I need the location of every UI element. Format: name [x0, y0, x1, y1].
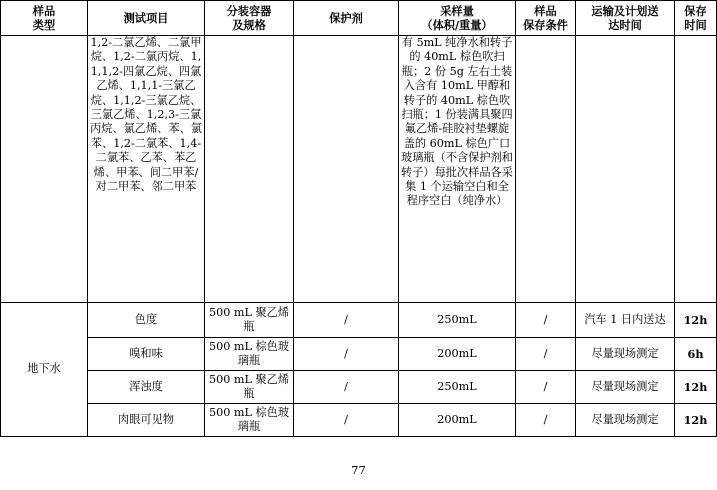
cell-amount: 250mL: [399, 371, 516, 404]
cell-empty: [294, 36, 399, 303]
cell-empty: [1, 36, 88, 303]
header-transport-time: [576, 1, 675, 36]
cell-item: 肉眼可见物: [88, 404, 205, 437]
cell-preservative: /: [294, 303, 399, 338]
cell-item: 嗅和味: [88, 338, 205, 371]
table-row: [1, 303, 717, 338]
cell-preservative: /: [294, 371, 399, 404]
cell-item: 色度: [88, 303, 205, 338]
cell-item: 浑浊度: [88, 371, 205, 404]
cell-transport: 汽车 1 日内送达: [576, 303, 675, 338]
cell-transport: 尽量现场测定: [576, 404, 675, 437]
cell-storage: /: [516, 338, 576, 371]
cell-storage: /: [516, 303, 576, 338]
cell-container: 500 mL 聚乙烯瓶: [205, 303, 294, 338]
cell-storage: /: [516, 371, 576, 404]
header-text: 样品 保存条件: [523, 3, 568, 32]
table-row: [1, 338, 717, 371]
cell-storage: /: [516, 404, 576, 437]
cell-sampling-amount-vocs: 有 5mL 纯净水和转子的 40mL 棕色吹扫瓶；2 份 5g 左右土装入含有 10mL 甲醇和转子的 40mL 棕色吹扫瓶；1 份装满具聚四氟乙烯-硅胶衬垫螺旋盖的 60mL 棕色广口玻璃瓶（不含保护剂和转子）每批次样品各采集 1 个运输空白和全程序空白（纯净水）: [399, 36, 516, 303]
table-row: [1, 404, 717, 437]
cell-container: 500 mL 棕色玻璃瓶: [205, 404, 294, 437]
cell-preservative: /: [294, 338, 399, 371]
header-text: 样品 类型: [32, 3, 56, 32]
cell-container: 500 mL 聚乙烯瓶: [205, 371, 294, 404]
header-row: [1, 1, 717, 36]
cell-empty: [576, 36, 675, 303]
page-number: 77: [351, 463, 366, 477]
cell-amount: 250mL: [399, 303, 516, 338]
cell-container: 500 mL 棕色玻璃瓶: [205, 338, 294, 371]
header-sampling-amount: [399, 1, 516, 36]
header-text: 运输及计划送 达时间: [591, 3, 659, 32]
cell-time: 6h: [675, 338, 717, 371]
cell-amount: 200mL: [399, 338, 516, 371]
header-preservative: [294, 1, 399, 36]
cell-test-items-vocs: 1,2-二氯乙烯、二氯甲烷、1,2-二氯丙烷、1,1,1,2-四氯乙烷、四氯乙烯、1,1,1-三氯乙烷、1,1,2-三氯乙烷、三氯乙烯、1,2,3-三氯丙烷、氯乙烯、苯、氯苯、1,2-二氯苯、1,4-二氯苯、乙苯、苯乙烯、甲苯、间二甲苯/对二甲苯、邻二甲苯: [88, 36, 205, 303]
header-holding-time: [675, 1, 717, 36]
header-text: 采样量 （体积/重量）: [421, 3, 493, 32]
cell-empty: [675, 36, 717, 303]
header-storage-condition: [516, 1, 576, 36]
cell-sample-type: 地下水: [1, 303, 88, 437]
header-text: 分装容器 及规格: [226, 3, 272, 32]
header-text: 保存 时间: [684, 3, 707, 32]
header-text: 保护剂: [329, 10, 363, 25]
table-row: [1, 36, 717, 303]
header-container: [205, 1, 294, 36]
cell-amount: 200mL: [399, 404, 516, 437]
cell-transport: 尽量现场测定: [576, 371, 675, 404]
cell-time: 12h: [675, 303, 717, 338]
header-text: 测试项目: [123, 10, 169, 25]
cell-empty: [205, 36, 294, 303]
header-test-item: [88, 1, 205, 36]
header-sample-type: [1, 1, 88, 36]
cell-preservative: /: [294, 404, 399, 437]
cell-empty: [516, 36, 576, 303]
table-row: [1, 371, 717, 404]
cell-time: 12h: [675, 404, 717, 437]
cell-transport: 尽量现场测定: [576, 338, 675, 371]
cell-time: 12h: [675, 371, 717, 404]
